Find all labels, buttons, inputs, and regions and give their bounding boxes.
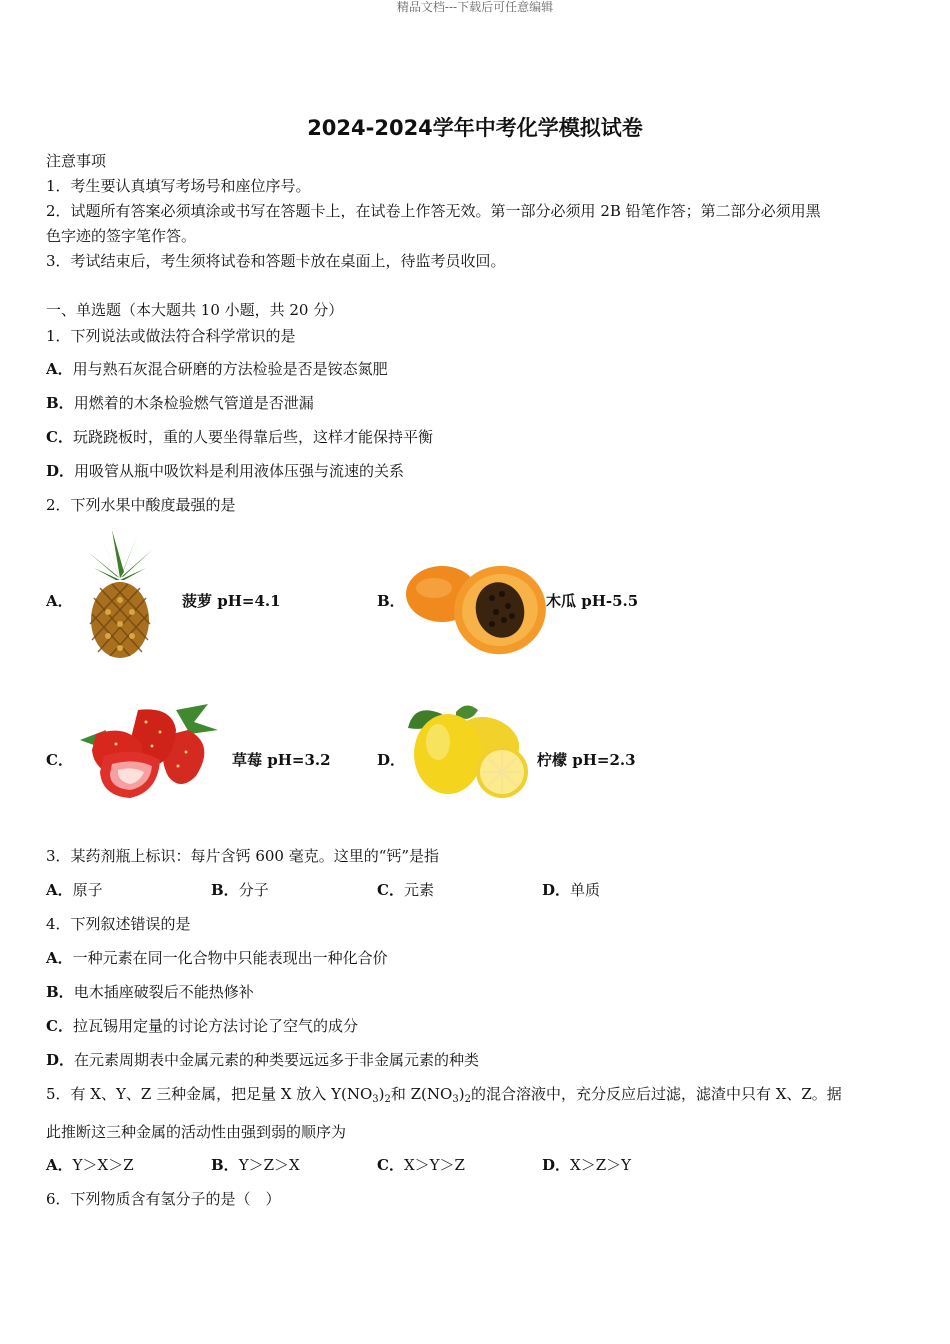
q2-option-d-label: 柠檬 pH=2.3 xyxy=(537,751,636,769)
q4-option-a: A．一种元素在同一化合物中只能表现出一种化合价 xyxy=(46,949,388,967)
pineapple-image xyxy=(82,528,158,660)
q2-letter-a: A． xyxy=(46,592,73,610)
q2-stem: 2．下列水果中酸度最强的是 xyxy=(46,496,236,514)
q5-option-d: D．X＞Z＞Y xyxy=(542,1156,632,1174)
q2-option-a-label: 菠萝 pH=4.1 xyxy=(182,592,281,610)
note-2-line2: 色字迹的签字笔作答。 xyxy=(46,227,197,245)
q1-option-d: D．用吸管从瓶中吸饮料是利用液体压强与流速的关系 xyxy=(46,462,405,480)
q3-option-a: A．原子 xyxy=(46,881,103,899)
q3-option-c: C．元素 xyxy=(377,881,434,899)
note-2-line1: 2．试题所有答案必须填涂或书写在答题卡上，在试卷上作答无效。第一部分必须用 2B 铅笔作答；第二部分必须用黑 xyxy=(46,202,821,220)
lemon-image xyxy=(404,702,528,802)
q5-stem-line2: 此推断这三种金属的活动性由强到弱的顺序为 xyxy=(46,1123,347,1141)
q2-letter-c: C． xyxy=(46,751,73,769)
q5-option-a: A．Y＞X＞Z xyxy=(46,1156,134,1174)
q4-option-b: B．电木插座破裂后不能热修补 xyxy=(46,983,254,1001)
q3-stem: 3．某药剂瓶上标识：每片含钙 600 毫克。这里的“钙”是指 xyxy=(46,847,440,865)
section-heading: 一、单选题（本大题共 10 小题，共 20 分） xyxy=(46,301,344,319)
q1-option-c: C．玩跷跷板时，重的人要坐得靠后些，这样才能保持平衡 xyxy=(46,428,433,446)
papaya-image xyxy=(404,554,546,658)
notes-heading: 注意事项 xyxy=(46,152,107,170)
q1-option-b: B．用燃着的木条检验燃气管道是否泄漏 xyxy=(46,394,314,412)
q2-letter-d: D． xyxy=(377,751,406,769)
q4-stem: 4．下列叙述错误的是 xyxy=(46,915,191,933)
strawberry-image xyxy=(76,700,224,800)
q5-option-b: B．Y＞Z＞X xyxy=(211,1156,300,1174)
q1-stem: 1．下列说法或做法符合科学常识的是 xyxy=(46,327,296,345)
page-header: 精品文档---下载后可任意编辑 xyxy=(396,0,554,14)
note-1: 1．考生要认真填写考场号和座位序号。 xyxy=(46,177,311,195)
q4-option-d: D．在元素周期表中金属元素的种类要远远多于非金属元素的种类 xyxy=(46,1051,480,1069)
note-3: 3．考试结束后，考生须将试卷和答题卡放在桌面上，待监考员收回。 xyxy=(46,252,506,270)
exam-title: 2024-2024学年中考化学模拟试卷 xyxy=(307,116,643,140)
q3-option-d: D．单质 xyxy=(542,881,601,899)
q4-option-c: C．拉瓦锡用定量的讨论方法讨论了空气的成分 xyxy=(46,1017,358,1035)
q3-option-b: B．分子 xyxy=(211,881,269,899)
q5-option-c: C．X＞Y＞Z xyxy=(377,1156,465,1174)
q1-option-a: A．用与熟石灰混合研磨的方法检验是否是铵态氮肥 xyxy=(46,360,388,378)
q2-letter-b: B． xyxy=(377,592,405,610)
q6-stem: 6．下列物质含有氢分子的是（ ） xyxy=(46,1190,281,1208)
q5-stem-line1: 5．有 X、Y、Z 三种金属，把足量 X 放入 $Y(NO_3)_2$和 $Z(NO_3)_2$的混合溶液中，充分反应后过滤，滤渣中只有 X、Z。据 xyxy=(46,1085,842,1105)
q2-option-b-label: 木瓜 pH-5.5 xyxy=(546,592,639,610)
q2-option-c-label: 草莓 pH=3.2 xyxy=(232,751,331,769)
